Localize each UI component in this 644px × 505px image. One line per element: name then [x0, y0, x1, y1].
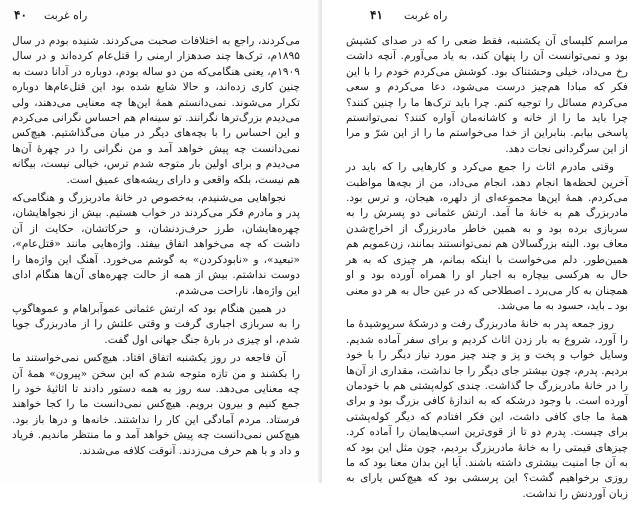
left-running-title: راه غربت: [44, 9, 88, 22]
left-page-header: [0, 8, 322, 28]
left-page-number: ۴۰: [14, 8, 27, 22]
right-page: [322, 0, 644, 500]
left-page: [0, 0, 322, 483]
right-page-header: [322, 8, 644, 28]
right-paragraph: وقتی مادرم اثاث را جمع می‌کرد و کارهایی را که باید در آخرین لحظه‌ها انجام دهد، انجام می‌داد، من از بچه‌ها مواظبت می‌کردم. همهٔ این‌ها مجموعه‌ای از دلهره، هیجان، و ترس بود. مادربزرگ هم به خانهٔ ما آمد. ارتش عثمانی دو پسرش را به سربازی برده بود و به همین خاطر مادربزرگ از اخراج‌شدن معاف بود. البته بزرگسالان هم نمی‌توانستند بمانند، زن‌عمویم هم همین‌طور. دلم می‌خواست با اینکه بمانم، هر چیزی که به هر حال به هرکسی بیچاره به اجبار او را همراه آورده بود و او همچنان به کار می‌برد ـ اصطلاحی که در عین حال به هر دو معنی بود ـ باید، حسود به ما می‌شد.: [346, 161, 628, 312]
left-paragraph: آن فاجعه در روز یکشنبه اتفاق افتاد. هیچ‌کس نمی‌خواستند ما را بکشند و من تازه متوجه شدم که این سخن «پیرون» همهٔ آن چه معنایی می‌دهد. سه روز به همه دستور دادند تا اثاثیهٔ خود را جمع کنیم و بیرون برویم. هیچ‌کس نمی‌دانست ما را کجا خواهند فرستاد. مردم آمادگی این کار را نداشتند. خانه‌ها و درها باز بود. هیچ‌کس نمی‌دانست چه پیش خواهد آمد و ما منتظر ماندیم. فریاد و داد و با هم حرف می‌زدند. آنوقت کلافه می‌شدند.: [12, 352, 300, 457]
left-paragraph: در همین هنگام بود که ارتش عثمانی عموآبراهام و عموهاگوپ را به سربازی اجباری گرفت و وقتی علتش را از مادربزرگ جویا شدم، او چیزی در بارهٔ جنگ جهانی اول گفت.: [12, 302, 300, 346]
right-paragraph: روز جمعه پدر به خانهٔ مادربزرگ رفت و درشکهٔ سرپوشیدهٔ ما را آورد، شروع به بار زدن اثاث کردیم و برای سفر آماده شدیم. وسایل خواب و پخت و پز و چند چیز مورد نیاز دیگر را با خود بردیم. پدرم، چون بیشتر جای دیگر را جا نداشت، مقداری از آن‌ها را در خانهٔ مادربزرگ جا گذاشت. چندی کوله‌پشتی هم با خودمان آورده است. با وجود درشکه که به اندازهٔ کافی بزرگ بود و برای همهٔ ما جای کافی داشت، این فکر افتادم که دیگر کوله‌پشتی برای چیست. پدرم دو تا از قوی‌ترین اسب‌هایمان را آماده کرد. چیزهای قیمتی را به خانهٔ مادربزرگ بردیم، چون مثل این بود که به آن جا امنیت بیشتری داشته باشند. آیا این بدان معنا بود که ما روزی برخواهیم گشت؟ این پرسشی بود که هیچ‌کس یارای به زبان آوردنش را نداشت.: [346, 318, 628, 500]
left-paragraph: می‌کردند، راجع به اختلافات صحبت می‌کردند. شنیده بودم در سال ۱۸۹۵م، ترک‌ها چند صد‌هزار ارمنی را قتل‌عام کرده‌اند و در سال ۱۹۰۹م، یعنی هنگامی‌که من دو ساله بودم، دوباره در آدانا دست به چنین کاری زده‌اند، و حالا شایع شده بود این قتل‌عام‌ها دوباره تکرار می‌شوند. نمی‌دانستم همهٔ این‌ها چه معنایی می‌دهند، ولی می‌دیدم بزرگ‌ترها نگرانند. تو سینه‌ام هم احساس نگرانی می‌کردم و این احساس را با بچه‌های دیگر در میان می‌گذاشتیم. هیچ‌کس نمی‌دانست چه پیش خواهد آمد و من نگرانی را در چهرهٔ آن‌ها می‌دیدم و برای اولین بار متوجه شدم ترس، خیالی نیست، بیگانه هم نیست، بلکه واقعی و دارای ریشه‌های عمیق است.: [12, 35, 300, 186]
left-page-body: [12, 34, 300, 462]
right-running-title: راه غربت: [404, 9, 448, 22]
right-page-body: [346, 34, 628, 505]
right-paragraph: مراسم کلیسای آن یکشنبه، فقط ضعی را که در صدای کشیش بود و نمی‌توانست آن را پنهان کند، به یاد می‌آورم. آنچه داشت رخ می‌داد، خیلی وحشتناک بود. کوشش می‌کردم خودم را با این فکر که مبادا هم‌چیز درست می‌شود، دعا می‌کردم و سعی می‌کردم مسائل را توجیه کنم. چرا باید ترک‌ها ما را چنین کنند؟ چرا باید ما را از خانه و کاشانه‌مان آواره کنند؟ نمی‌توانستم پاسخی بیابم. بنابراین از خدا می‌خواستم ما را از این شرّ و مرا از این سرگردانی نجات دهد.: [346, 35, 628, 155]
left-paragraph: نجواهایی می‌شنیدم، به‌خصوص در خانهٔ مادربزرگ و هنگامی‌که پدر و مادرم فکر می‌کردند در خواب هستیم. بیش از نجواهایشان، چهره‌هایشان، طرز حرف‌زدنشان، و حرکاتشان، حکایت از آن داشت که چه می‌خواهد اتفاق بیفتد. واژه‌هایی مانند «قتل‌عام»، «تبعید»، و «نابودکردن» به گوشم می‌خورد. آهنگ این واژه‌ها را دوست نداشتم. بیش از همه از حالت چهره‌های آن‌ها هنگام ادای این واژه‌ها، ناراحت می‌شدم.: [12, 192, 300, 297]
right-page-number: ۴۱: [370, 8, 383, 22]
